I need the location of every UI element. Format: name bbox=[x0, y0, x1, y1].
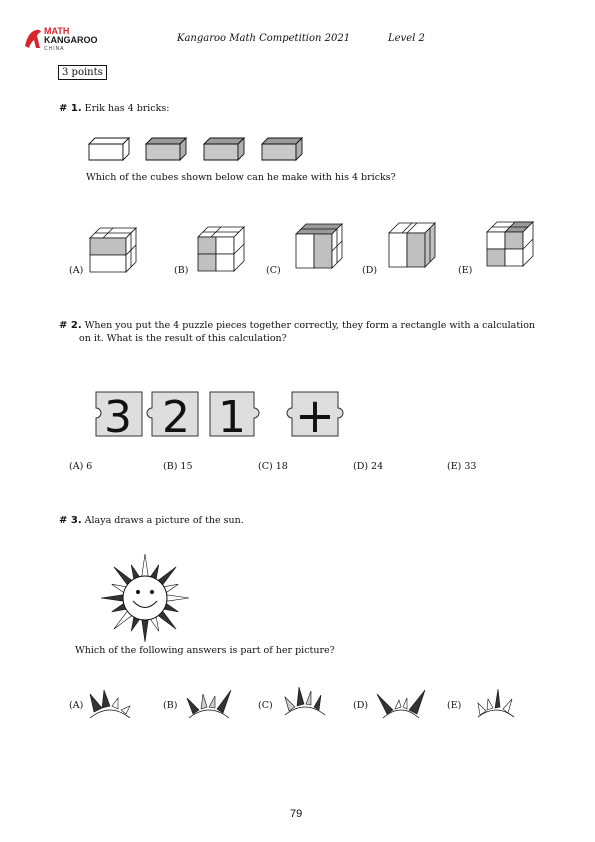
q1-option-a-label[interactable]: (A) bbox=[69, 265, 84, 276]
level-label: Level 2 bbox=[388, 33, 425, 44]
q1-option-d-label[interactable]: (D) bbox=[362, 265, 378, 276]
q1-cube-a[interactable] bbox=[89, 226, 139, 274]
sun-right-eye bbox=[150, 590, 154, 594]
question-1-prompt: Erik has 4 bricks: bbox=[84, 103, 170, 114]
q3-option-e-label[interactable]: (E) bbox=[447, 700, 462, 711]
kangaroo-logo-icon bbox=[22, 26, 44, 50]
puzzle-piece-1-label: 1 bbox=[218, 392, 246, 443]
q1-cube-e[interactable] bbox=[486, 220, 536, 268]
q1-cube-c[interactable] bbox=[295, 222, 345, 270]
q2-option-d[interactable]: (D) 24 bbox=[353, 461, 384, 472]
question-2-text bbox=[59, 319, 535, 332]
q1-cube-d[interactable] bbox=[388, 221, 438, 269]
page-number: 79 bbox=[290, 808, 303, 820]
logo-line-3: CHINA bbox=[44, 46, 65, 52]
q3-option-c-figure[interactable] bbox=[283, 685, 327, 717]
q3-option-d-label[interactable]: (D) bbox=[353, 700, 369, 711]
sun-ray bbox=[142, 554, 149, 577]
logo-line-2: KANGAROO bbox=[44, 35, 98, 45]
puzzle-piece-2-label: 2 bbox=[162, 392, 190, 443]
puzzle-pieces bbox=[92, 388, 357, 444]
q2-option-e[interactable]: (E) 33 bbox=[447, 461, 477, 472]
q2-option-a[interactable]: (A) 6 bbox=[69, 461, 93, 472]
q3-option-b-figure[interactable] bbox=[187, 688, 231, 720]
brick-gray-3 bbox=[262, 138, 302, 160]
q1-cube-b[interactable] bbox=[197, 225, 247, 273]
q2-option-c[interactable]: (C) 18 bbox=[258, 461, 288, 472]
question-2-prompt-line-2: on it. What is the result of this calculation? bbox=[79, 333, 287, 344]
puzzle-piece-plus-label: + bbox=[294, 388, 336, 444]
sun-ray bbox=[101, 595, 124, 602]
sun-illustration bbox=[100, 553, 190, 643]
q3-option-c-label[interactable]: (C) bbox=[258, 700, 273, 711]
q3-option-a-label[interactable]: (A) bbox=[69, 700, 84, 711]
question-3-number: # 3. bbox=[59, 515, 82, 526]
question-3-subtext: Which of the following answers is part of her picture? bbox=[75, 645, 335, 656]
q3-option-b-label[interactable]: (B) bbox=[163, 700, 178, 711]
logo bbox=[22, 26, 112, 54]
q1-option-b-label[interactable]: (B) bbox=[174, 265, 189, 276]
question-3-prompt: Alaya draws a picture of the sun. bbox=[84, 515, 244, 526]
logo-line-1: MATH bbox=[44, 26, 70, 36]
brick-white bbox=[89, 138, 129, 160]
question-3-text bbox=[59, 514, 244, 527]
question-1-text bbox=[59, 102, 170, 115]
q3-option-a-figure[interactable] bbox=[88, 688, 132, 720]
q3-option-e-figure[interactable] bbox=[476, 687, 516, 719]
puzzle-piece-3-label: 3 bbox=[104, 392, 132, 443]
q2-option-b[interactable]: (B) 15 bbox=[163, 461, 193, 472]
sun-left-eye bbox=[136, 590, 140, 594]
q1-option-e-label[interactable]: (E) bbox=[458, 265, 473, 276]
bricks-illustration bbox=[86, 136, 326, 166]
brick-gray-2 bbox=[204, 138, 244, 160]
brick-gray-1 bbox=[146, 138, 186, 160]
sun-ray bbox=[142, 619, 149, 642]
competition-title: Kangaroo Math Competition 2021 bbox=[177, 33, 351, 44]
q1-option-c-label[interactable]: (C) bbox=[266, 265, 281, 276]
sun-face bbox=[123, 576, 167, 620]
question-2-number: # 2. bbox=[59, 320, 82, 331]
question-1-subtext: Which of the cubes shown below can he make with his 4 bricks? bbox=[86, 172, 396, 183]
question-1-number: # 1. bbox=[59, 103, 82, 114]
sun-ray bbox=[166, 595, 189, 602]
question-2-prompt-line-1: When you put the 4 puzzle pieces together correctly, they form a rectangle with a calculation bbox=[84, 320, 536, 331]
points-box: 3 points bbox=[58, 65, 107, 80]
q3-option-d-figure[interactable] bbox=[377, 688, 425, 720]
